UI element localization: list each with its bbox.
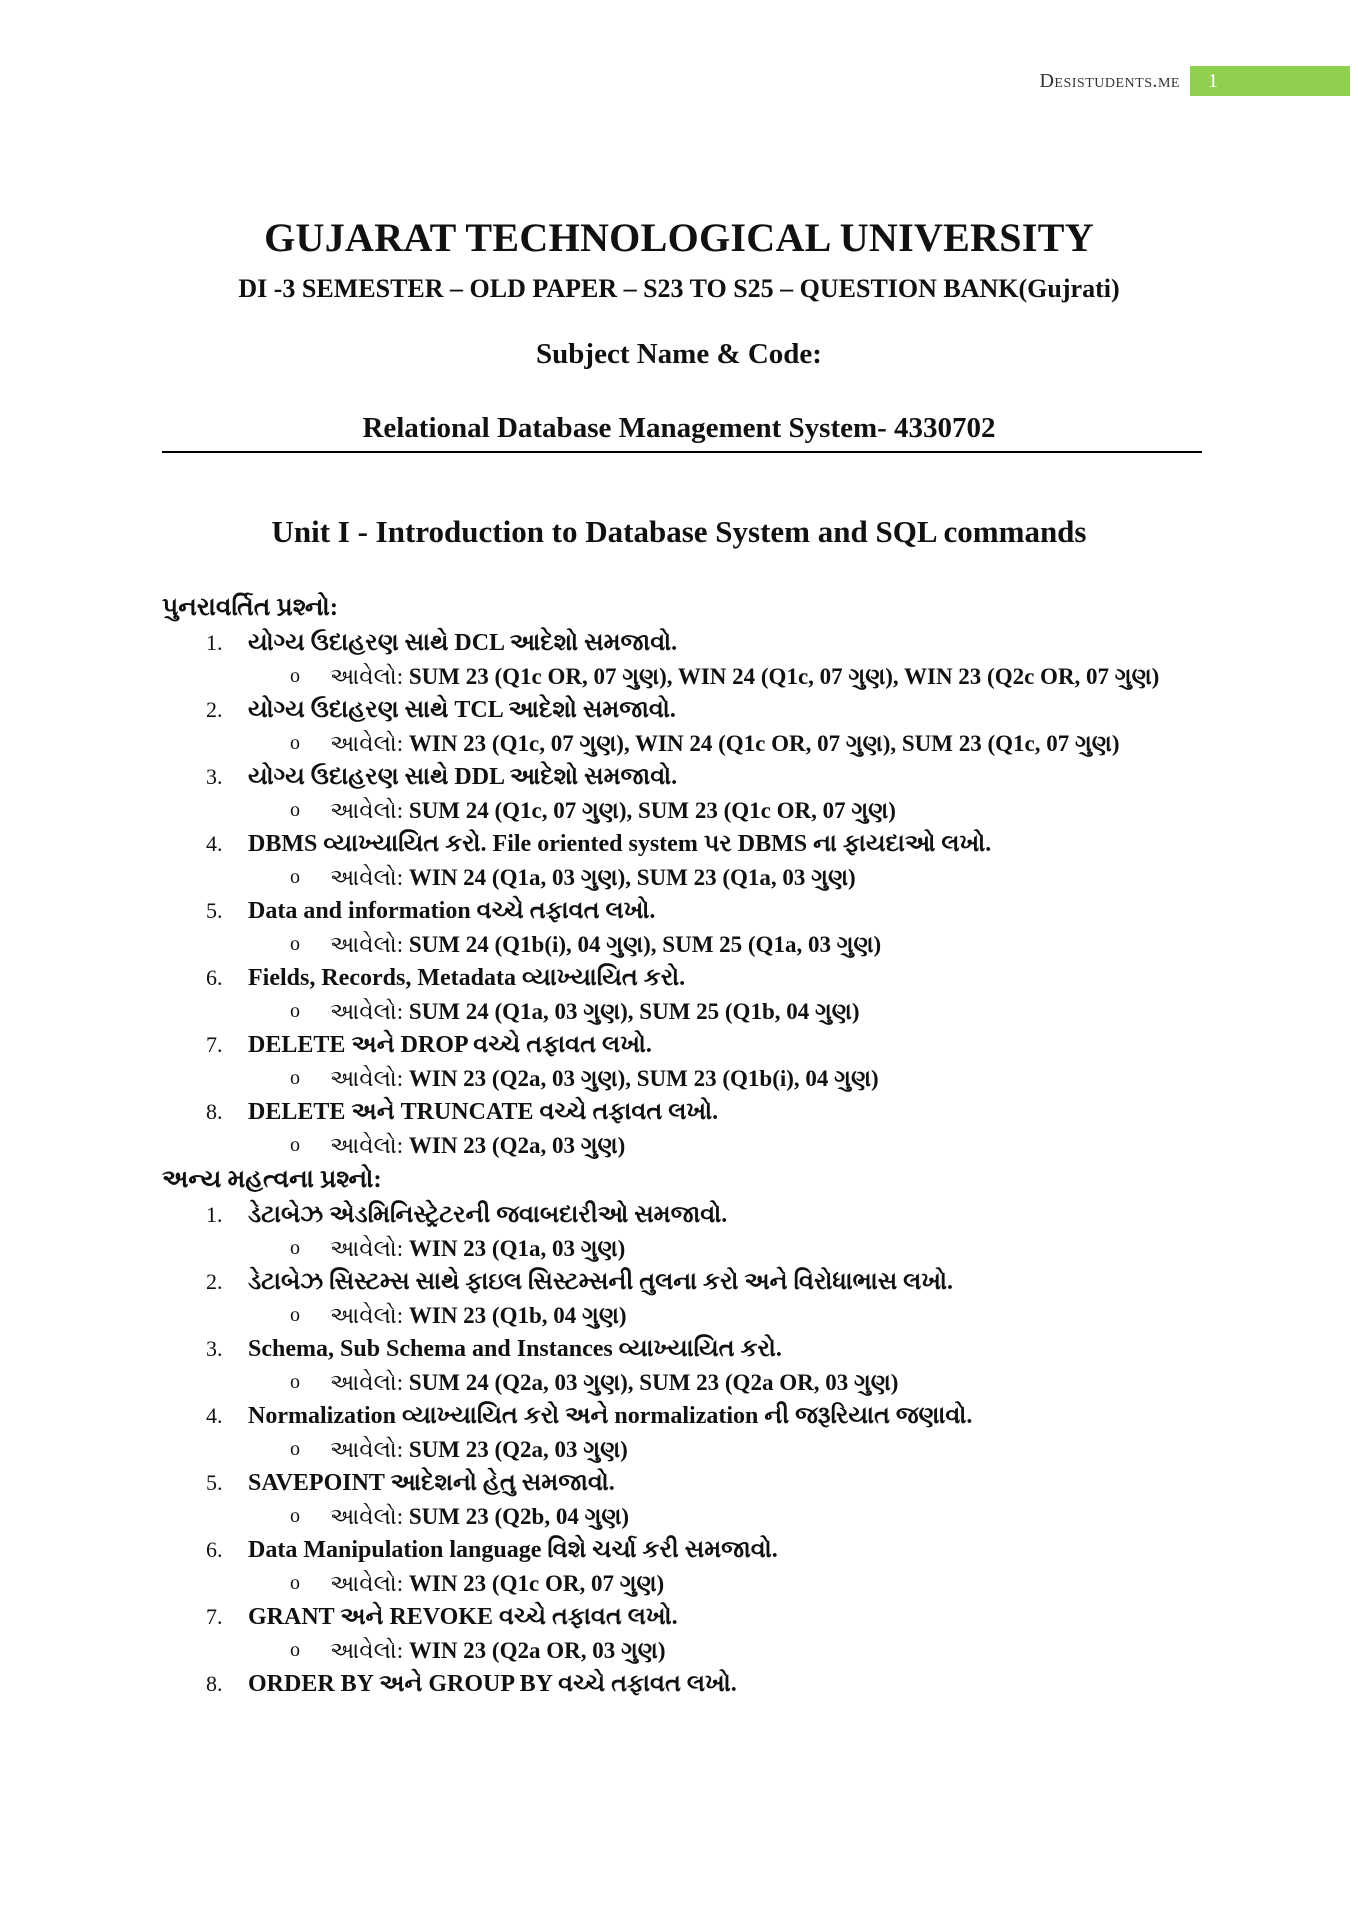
question-item — [162, 827, 1222, 861]
appeared-in — [162, 1366, 1222, 1399]
bullet-icon: o — [290, 1067, 300, 1089]
question-text: ડેટાબેઝ સિસ્ટમ્સ સાથે ફાઇલ સિસ્ટમ્સની તુલના કરો અને વિરોધાભાસ લખો. — [248, 1269, 954, 1295]
question-number: 4. — [206, 831, 223, 856]
bullet-icon: o — [290, 1000, 300, 1022]
appeared-exams: SUM 24 (Q1b(i), 04 ગુણ), SUM 25 (Q1a, 03 ગુણ) — [408, 932, 882, 957]
appeared-label: આવેલો: — [330, 1638, 404, 1663]
appeared-in — [162, 1129, 1222, 1162]
section-heading: અન્ય મહત્વના પ્રશ્નો: — [162, 1166, 382, 1193]
appeared-in — [162, 660, 1222, 693]
bullet-icon: o — [290, 732, 300, 754]
question-number: 1. — [206, 630, 223, 655]
bullet-icon: o — [290, 866, 300, 888]
question-number: 6. — [206, 965, 223, 990]
question-item — [162, 1332, 1222, 1366]
appeared-exams: WIN 23 (Q2a, 03 ગુણ), SUM 23 (Q1b(i), 04 ગુણ) — [408, 1066, 879, 1091]
question-item — [162, 626, 1222, 660]
bullet-icon: o — [290, 1134, 300, 1156]
bullet-icon: o — [290, 1639, 300, 1661]
question-number: 3. — [206, 764, 223, 789]
question-text: યોગ્ય ઉદાહરણ સાથે TCL આદેશો સમજાવો. — [248, 697, 676, 723]
bullet-icon: o — [290, 1304, 300, 1326]
question-item — [162, 760, 1222, 794]
question-text: ORDER BY અને GROUP BY વચ્ચે તફાવત લખો. — [248, 1671, 737, 1697]
appeared-label: આવેલો: — [330, 1437, 404, 1462]
subject-name: Relational Database Management System- 4330702 — [362, 412, 996, 444]
question-text: યોગ્ય ઉદાહરણ સાથે DDL આદેશો સમજાવો. — [248, 764, 678, 790]
subject-label: Subject Name & Code: — [536, 338, 822, 370]
question-text: DELETE અને DROP વચ્ચે તફાવત લખો. — [248, 1032, 652, 1058]
appeared-exams: WIN 23 (Q2a OR, 03 ગુણ) — [408, 1638, 666, 1663]
question-item — [162, 1198, 1222, 1232]
question-number: 8. — [206, 1671, 223, 1696]
question-text: DELETE અને TRUNCATE વચ્ચે તફાવત લખો. — [248, 1099, 719, 1125]
question-item — [162, 1265, 1222, 1299]
appeared-in — [162, 1062, 1222, 1095]
bullet-icon: o — [290, 1572, 300, 1594]
bullet-icon: o — [290, 1505, 300, 1527]
site-name: Desistudents.me — [1039, 70, 1180, 92]
question-number: 7. — [206, 1032, 223, 1057]
appeared-exams: WIN 23 (Q2a, 03 ગુણ) — [408, 1133, 626, 1158]
appeared-label: આવેલો: — [330, 1571, 404, 1596]
page-number: 1 — [1190, 66, 1350, 96]
appeared-label: આવેલો: — [330, 999, 404, 1024]
question-item — [162, 693, 1222, 727]
bullet-icon: o — [290, 1237, 300, 1259]
question-text: SAVEPOINT આદેશનો હેતુ સમજાવો. — [248, 1470, 615, 1496]
question-text: યોગ્ય ઉદાહરણ સાથે DCL આદેશો સમજાવો. — [248, 630, 678, 656]
appeared-label: આવેલો: — [330, 1504, 404, 1529]
question-item — [162, 1533, 1222, 1567]
bullet-icon: o — [290, 933, 300, 955]
appeared-in — [162, 861, 1222, 894]
appeared-in — [162, 1634, 1222, 1667]
bullet-icon: o — [290, 1438, 300, 1460]
question-number: 5. — [206, 1470, 223, 1495]
question-item — [162, 1399, 1222, 1433]
page-header — [0, 66, 1358, 98]
appeared-in — [162, 1500, 1222, 1533]
question-number: 2. — [206, 1269, 223, 1294]
appeared-label: આવેલો: — [330, 1133, 404, 1158]
question-number: 3. — [206, 1336, 223, 1361]
appeared-in — [162, 1567, 1222, 1600]
appeared-exams: WIN 23 (Q1b, 04 ગુણ) — [408, 1303, 627, 1328]
appeared-label: આવેલો: — [330, 1370, 404, 1395]
question-item — [162, 961, 1222, 995]
page-title: GUJARAT TECHNOLOGICAL UNIVERSITY — [264, 215, 1094, 260]
appeared-in — [162, 928, 1222, 961]
appeared-label: આવેલો: — [330, 932, 404, 957]
question-number: 8. — [206, 1099, 223, 1124]
appeared-label: આવેલો: — [330, 731, 404, 756]
question-item — [162, 1667, 1222, 1701]
question-text: Fields, Records, Metadata વ્યાખ્યાયિત કરો. — [248, 965, 686, 991]
appeared-label: આવેલો: — [330, 1303, 404, 1328]
appeared-in — [162, 1299, 1222, 1332]
appeared-exams: WIN 23 (Q1c OR, 07 ગુણ) — [408, 1571, 665, 1596]
appeared-exams: SUM 23 (Q1c OR, 07 ગુણ), WIN 24 (Q1c, 07 ગુણ), WIN 23 (Q2c OR, 07 ગુણ) — [408, 664, 1160, 689]
appeared-label: આવેલો: — [330, 1066, 404, 1091]
question-item — [162, 1028, 1222, 1062]
question-text: Normalization વ્યાખ્યાયિત કરો અને normalization ની જરૂરિયાત જણાવો. — [248, 1403, 973, 1429]
appeared-exams: SUM 23 (Q2b, 04 ગુણ) — [408, 1504, 630, 1529]
appeared-label: આવેલો: — [330, 865, 404, 890]
question-list — [162, 590, 1222, 1701]
appeared-in — [162, 1433, 1222, 1466]
appeared-exams: SUM 24 (Q1c, 07 ગુણ), SUM 23 (Q1c OR, 07 ગુણ) — [408, 798, 896, 823]
question-number: 6. — [206, 1537, 223, 1562]
question-number: 2. — [206, 697, 223, 722]
appeared-in — [162, 727, 1222, 760]
question-number: 4. — [206, 1403, 223, 1428]
appeared-exams: SUM 23 (Q2a, 03 ગુણ) — [408, 1437, 628, 1462]
question-text: Data Manipulation language વિશે ચર્ચા કરી સમજાવો. — [248, 1537, 778, 1563]
appeared-exams: WIN 24 (Q1a, 03 ગુણ), SUM 23 (Q1a, 03 ગુણ) — [408, 865, 856, 890]
bullet-icon: o — [290, 665, 300, 687]
title-divider — [162, 451, 1202, 453]
appeared-exams: SUM 24 (Q1a, 03 ગુણ), SUM 25 (Q1b, 04 ગુણ) — [408, 999, 860, 1024]
appeared-exams: WIN 23 (Q1a, 03 ગુણ) — [408, 1236, 626, 1261]
appeared-label: આવેલો: — [330, 798, 404, 823]
appeared-label: આવેલો: — [330, 664, 404, 689]
question-text: Data and information વચ્ચે તફાવત લખો. — [248, 898, 656, 924]
question-text: Schema, Sub Schema and Instances વ્યાખ્યાયિત કરો. — [248, 1336, 782, 1362]
question-number: 7. — [206, 1604, 223, 1629]
appeared-in — [162, 1232, 1222, 1265]
section-heading: પુનરાવર્તિત પ્રશ્નો: — [162, 594, 339, 621]
bullet-icon: o — [290, 799, 300, 821]
question-item — [162, 1600, 1222, 1634]
question-item — [162, 1095, 1222, 1129]
unit-title: Unit I - Introduction to Database System and SQL commands — [271, 514, 1087, 549]
appeared-exams: WIN 23 (Q1c, 07 ગુણ), WIN 24 (Q1c OR, 07 ગુણ), SUM 23 (Q1c, 07 ગુણ) — [408, 731, 1120, 756]
appeared-in — [162, 995, 1222, 1028]
question-number: 5. — [206, 898, 223, 923]
appeared-in — [162, 794, 1222, 827]
question-item — [162, 894, 1222, 928]
question-number: 1. — [206, 1202, 223, 1227]
question-item — [162, 1466, 1222, 1500]
appeared-label: આવેલો: — [330, 1236, 404, 1261]
question-text: GRANT અને REVOKE વચ્ચે તફાવત લખો. — [248, 1604, 678, 1630]
page-subtitle: DI -3 SEMESTER – OLD PAPER – S23 TO S25 – QUESTION BANK(Gujrati) — [238, 274, 1120, 303]
question-text: DBMS વ્યાખ્યાયિત કરો. File oriented system પર DBMS ના ફાયદાઓ લખો. — [248, 831, 992, 857]
appeared-exams: SUM 24 (Q2a, 03 ગુણ), SUM 23 (Q2a OR, 03 ગુણ) — [408, 1370, 899, 1395]
question-text: ડેટાબેઝ એડમિનિસ્ટ્રેટરની જવાબદારીઓ સમજાવો. — [248, 1202, 728, 1228]
bullet-icon: o — [290, 1371, 300, 1393]
